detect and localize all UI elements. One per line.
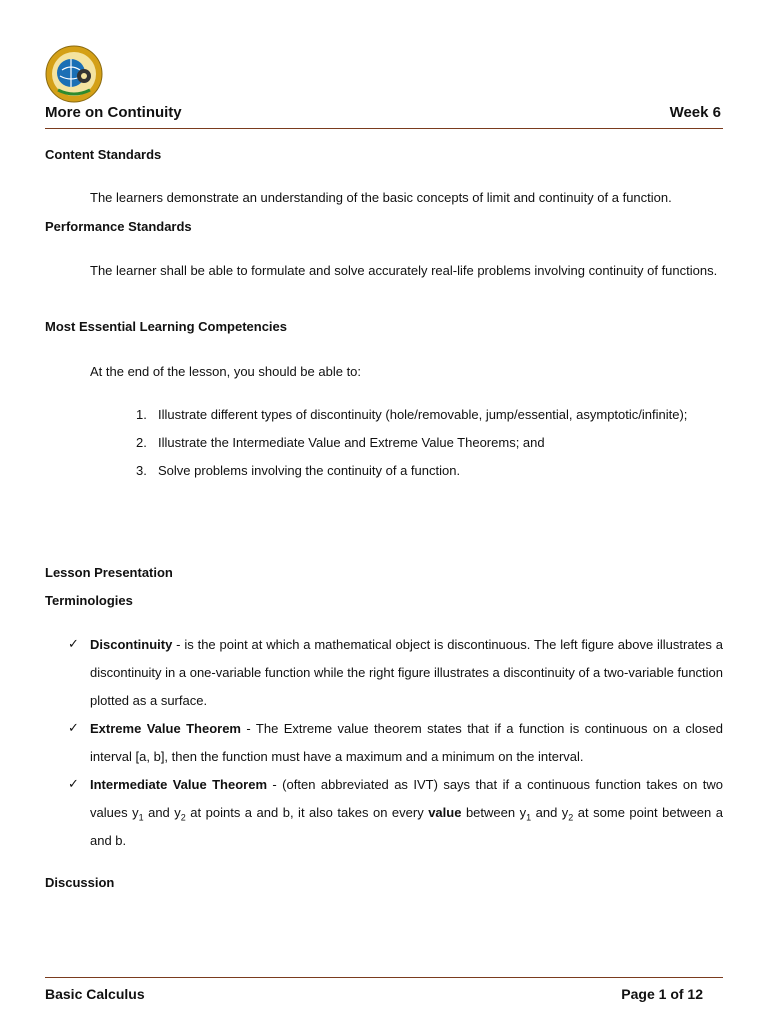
list-item: 3. Solve problems involving the continuity of a function. bbox=[136, 463, 461, 478]
performance-standards-heading: Performance Standards bbox=[45, 219, 192, 234]
page-header bbox=[45, 104, 723, 129]
lesson-presentation-heading: Lesson Presentation bbox=[45, 565, 173, 580]
content-standards-text: The learners demonstrate an understanding of the basic concepts of limit and continuity of a function. bbox=[90, 190, 672, 205]
checkmark-icon: ✓ bbox=[68, 721, 79, 736]
list-item: 1. Illustrate different types of discontinuity (hole/removable, jump/essential, asymptotic/infinite); bbox=[136, 407, 688, 422]
document-title: More on Continuity bbox=[45, 104, 182, 121]
competencies-list bbox=[136, 401, 723, 485]
week-label: Week 6 bbox=[669, 104, 721, 121]
terminologies-heading: Terminologies bbox=[45, 593, 133, 608]
page-footer bbox=[45, 977, 723, 1002]
terminology-list bbox=[68, 631, 723, 855]
term-discontinuity: ✓ Discontinuity - is the point at which a mathematical object is discontinuous. The left figure above illustrates a discontinuity in a one-variable function while the right figure illustrates a discontinuity of a two-variable function plotted as a surface. bbox=[68, 631, 723, 715]
list-item: 2. Illustrate the Intermediate Value and Extreme Value Theorems; and bbox=[136, 435, 545, 450]
page-number: Page 1 of 12 bbox=[621, 986, 703, 1002]
checkmark-icon: ✓ bbox=[68, 777, 79, 792]
competencies-intro: At the end of the lesson, you should be able to: bbox=[90, 364, 362, 379]
checkmark-icon: ✓ bbox=[68, 637, 79, 652]
term-extreme-value-theorem: ✓ Extreme Value Theorem - The Extreme value theorem states that if a function is continuous on a closed interval [a, b], then the function must have a maximum and a minimum on the interval. bbox=[68, 715, 723, 771]
discussion-heading: Discussion bbox=[45, 875, 115, 890]
performance-standards-text: The learner shall be able to formulate and solve accurately real-life problems involving continuity of functions. bbox=[90, 263, 718, 278]
term-intermediate-value-theorem: ✓ Intermediate Value Theorem - (often abbreviated as IVT) says that if a continuous function takes on two values $y_1$ and $y_2$ at points a and b, it also takes on every value between $y_1$ and $y_2$ at some point between a and b. bbox=[68, 771, 723, 855]
school-seal-logo bbox=[44, 44, 104, 104]
subject-label: Basic Calculus bbox=[45, 986, 145, 1002]
content-standards-heading: Content Standards bbox=[45, 147, 162, 162]
competencies-heading: Most Essential Learning Competencies bbox=[45, 319, 288, 334]
